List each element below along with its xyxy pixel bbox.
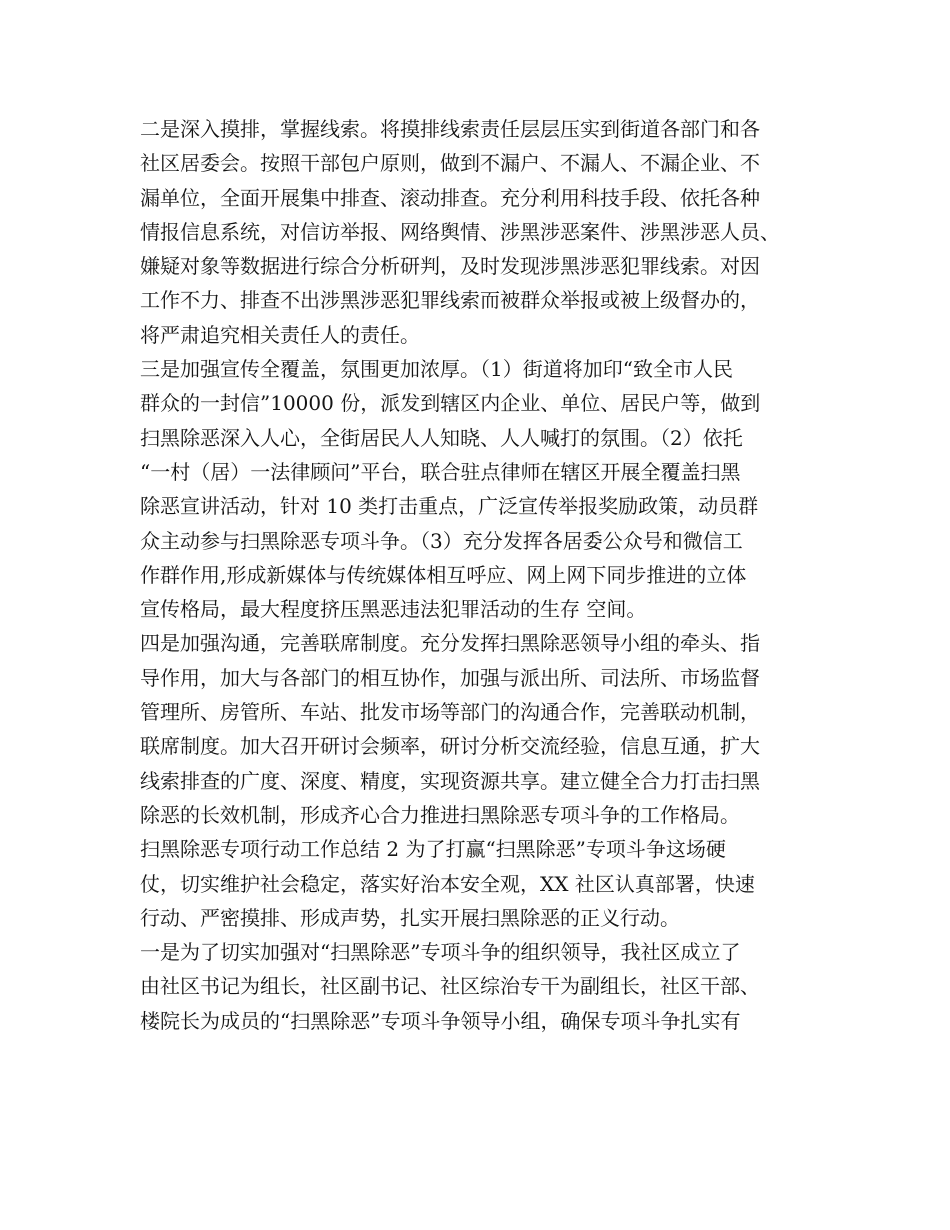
document-body	[140, 112, 830, 1038]
text-line: 线索排查的广度、深度、精度，实现资源共享。建立健全合力打击扫黑	[140, 768, 760, 793]
text-line: 联席制度。加大召开研讨会频率，研讨分析交流经验，信息互通，扩大	[140, 734, 760, 759]
text-line: 二是深入摸排，掌握线索。将摸排线索责任层层压实到街道各部门和各	[140, 117, 760, 141]
text-line: 众主动参与扫黑除恶专项斗争。（3）充分发挥各居委公众号和微信工	[140, 528, 743, 553]
text-line: 漏单位，全面开展集中排查、滚动排查。充分利用科技手段、依托各种	[140, 185, 760, 210]
text-line: 导作用，加大与各部门的相互协作，加强与派出所、司法所、市场监督	[140, 665, 760, 690]
text-line: 社区居委会。按照干部包户原则，做到不漏户、不漏人、不漏企业、不	[140, 151, 760, 176]
text-line: 四是加强沟通，完善联席制度。充分发挥扫黑除恶领导小组的牵头、指	[140, 631, 760, 656]
text-line: 仗，切实维护社会稳定，落实好治本安全观，XX 社区认真部署，快速	[140, 871, 755, 896]
text-line: 一是为了切实加强对“扫黑除恶”专项斗争的组织领导，我社区成立了	[140, 940, 741, 965]
text-line: 行动、严密摸排、形成声势，扎实开展扫黑除恶的正义行动。	[140, 905, 680, 930]
text-line: “一村（居）一法律顾问”平台，联合驻点律师在辖区开展全覆盖扫黑	[140, 459, 741, 484]
text-line: 楼院长为成员的“扫黑除恶”专项斗争领导小组，确保专项斗争扎实有	[140, 1008, 741, 1033]
text-line: 工作不力、排查不出涉黑涉恶犯罪线索而被群众举报或被上级督办的，	[140, 288, 760, 313]
text-line: 群众的一封信”10000 份，派发到辖区内企业、单位、居民户等，做到	[140, 391, 761, 416]
text-line: 嫌疑对象等数据进行综合分析研判，及时发现涉黑涉恶犯罪线索。对因	[140, 254, 760, 279]
text-line: 扫黑除恶专项行动工作总结 2 为了打赢“扫黑除恶”专项斗争这场硬	[140, 837, 726, 862]
text-line: 三是加强宣传全覆盖，氛围更加浓厚。（1）街道将加印“致全市人民	[140, 357, 733, 382]
text-line: 除恶宣讲活动，针对 10 类打击重点，广泛宣传举报奖励政策，动员群	[140, 494, 759, 519]
text-line: 扫黑除恶深入人心，全街居民人人知晓、人人喊打的氛围。（2）依托	[140, 425, 743, 450]
text-line: 管理所、房管所、车站、批发市场等部门的沟通合作，完善联动机制，	[140, 700, 760, 725]
text-line: 除恶的长效机制，形成齐心合力推进扫黑除恶专项斗争的工作格局。	[140, 802, 740, 827]
text-line: 作群作用,形成新媒体与传统媒体相互呼应、网上网下同步推进的立体	[140, 562, 747, 587]
text-line: 由社区书记为组长，社区副书记、社区综治专干为副组长，社区干部、	[140, 974, 760, 999]
text-line: 将严肃追究相关责任人的责任。	[140, 322, 420, 347]
text-line: 宣传格局，最大程度挤压黑恶违法犯罪活动的生存 空间。	[140, 597, 647, 622]
text-line: 情报信息系统，对信访举报、网络舆情、涉黑涉恶案件、涉黑涉恶人员、	[140, 219, 780, 244]
